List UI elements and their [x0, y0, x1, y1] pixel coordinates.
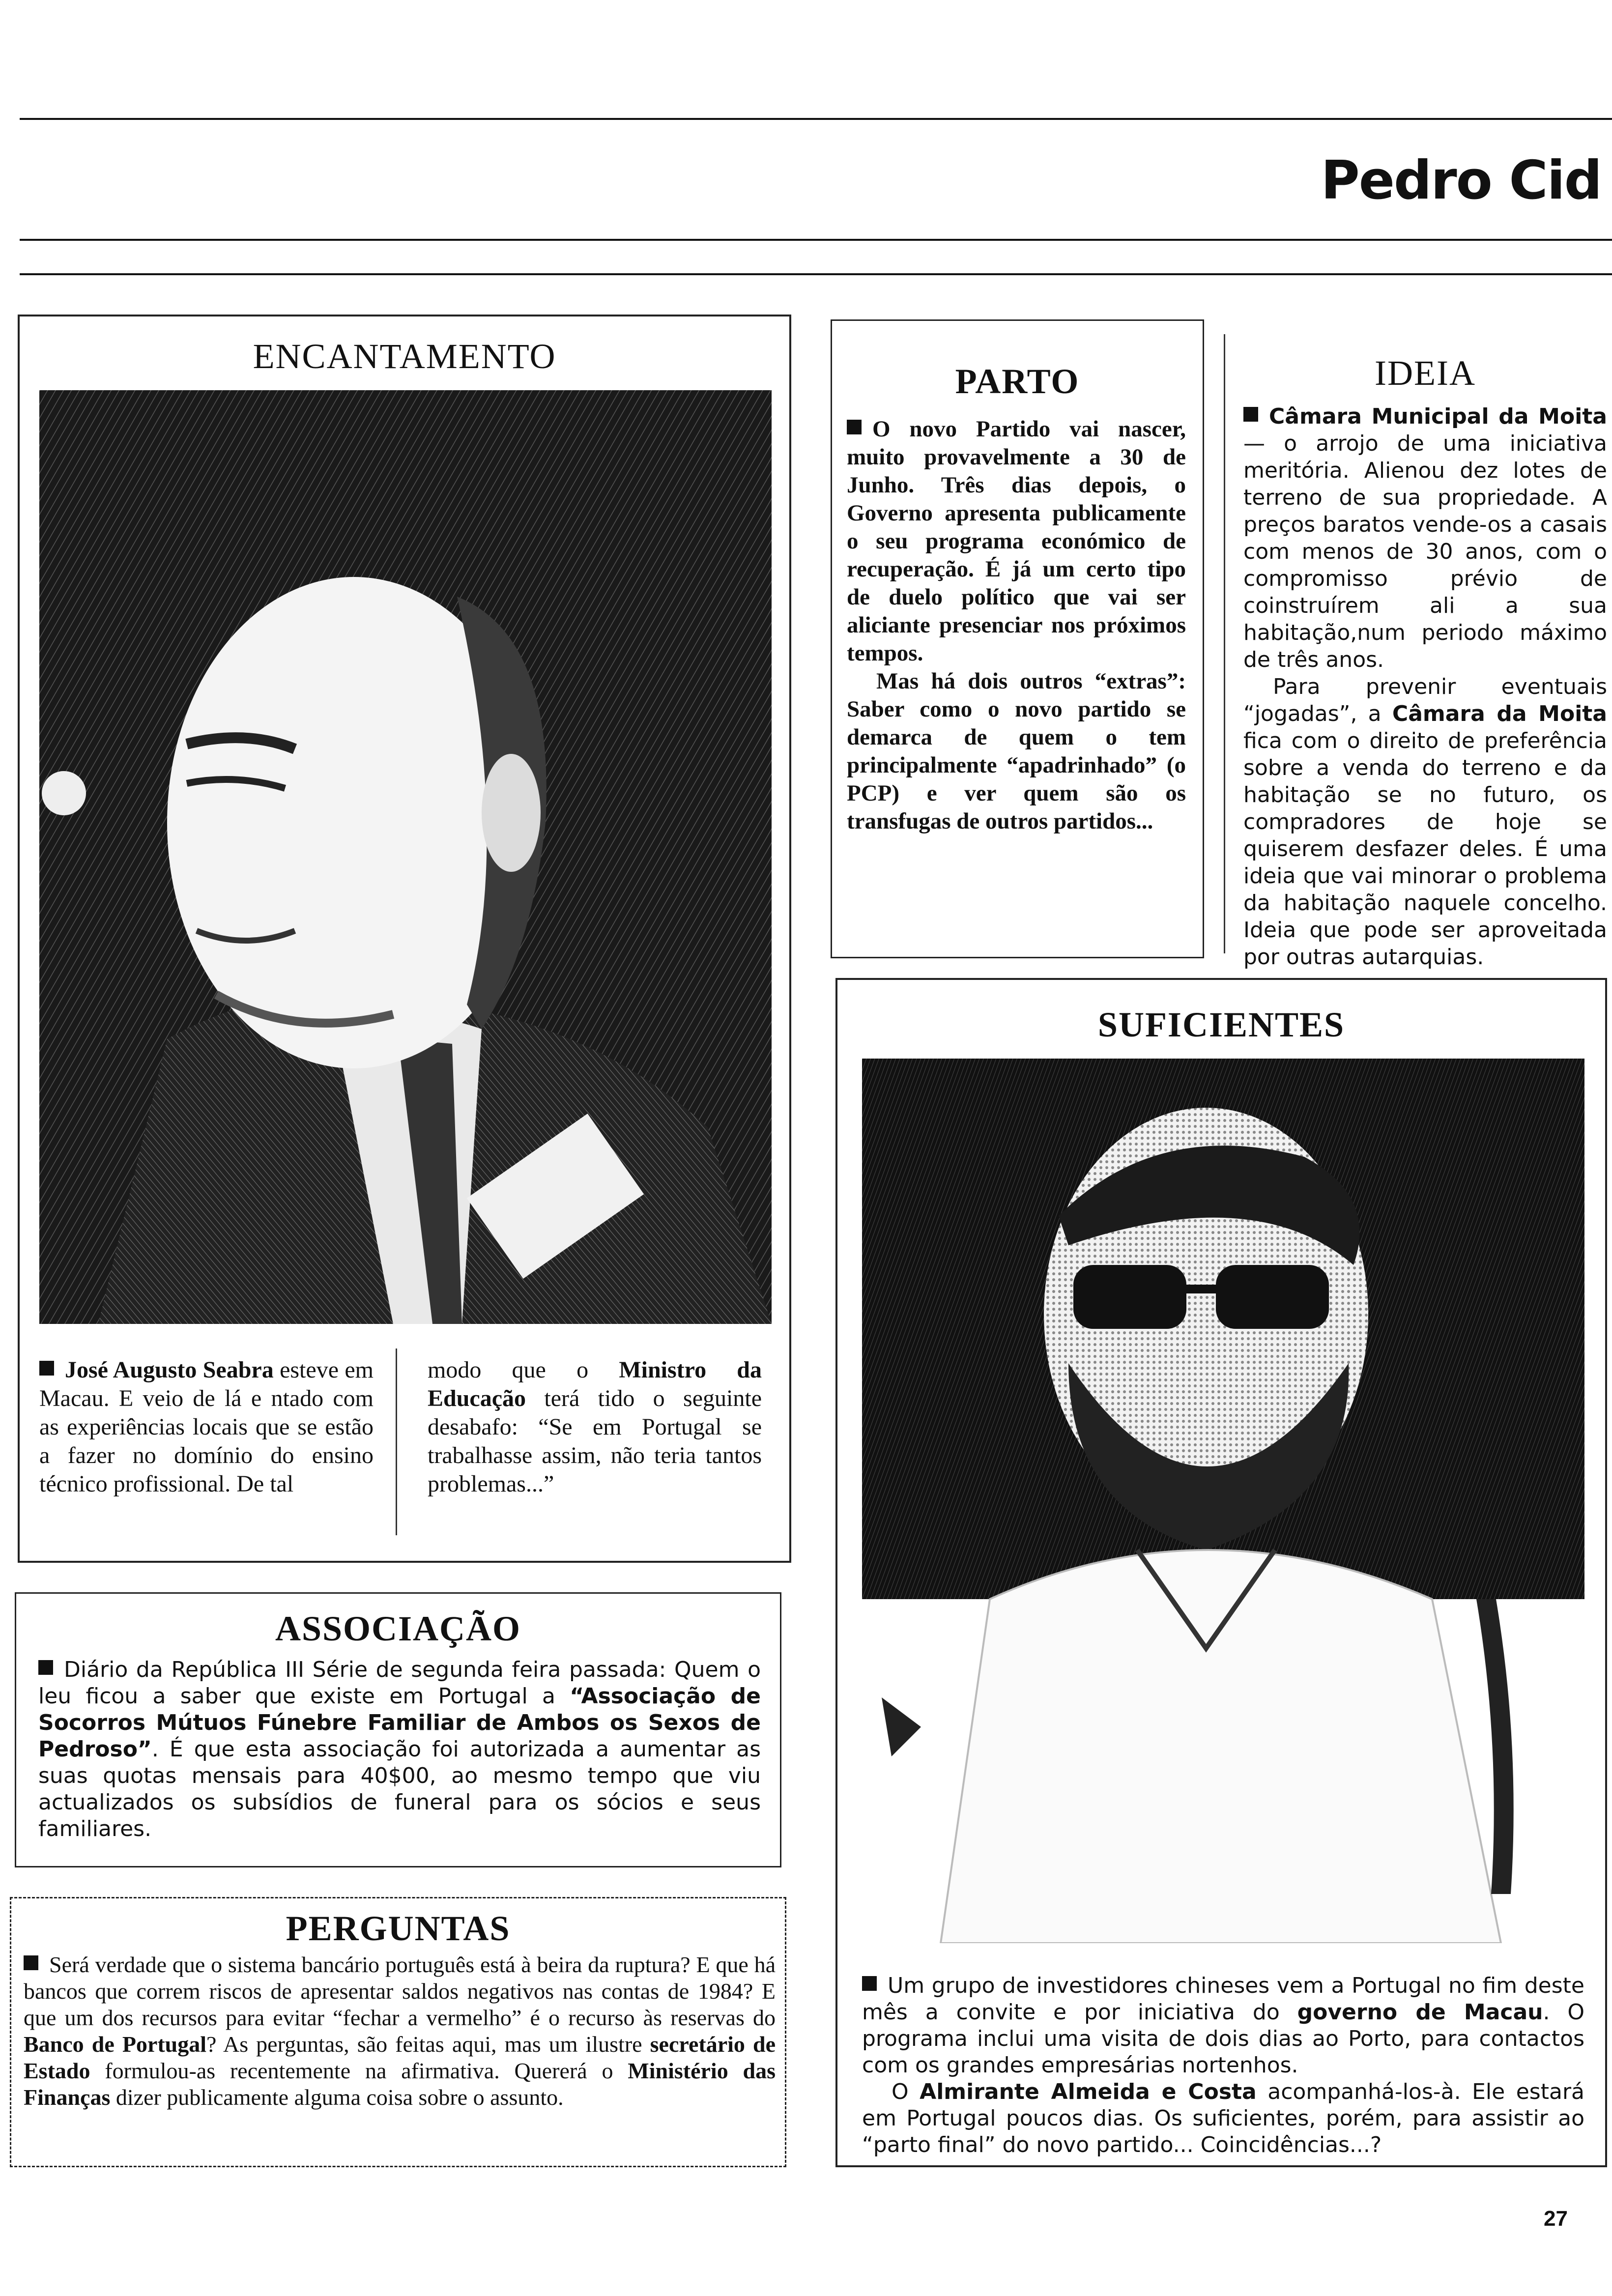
suficientes-p1-b: . O programa inclui uma visita de dois dias ao Porto, para contactos com os grandes empresárias nortenhos.: [862, 2000, 1584, 2078]
associacao-name: “Associação de Socorros Mútuos Fúnebre Familiar de Ambos os Sexos de Pedroso”: [38, 1684, 761, 1762]
portrait-photo-investor: [862, 1059, 1584, 1943]
ideia-org2: Câmara da Moita: [1392, 701, 1607, 726]
parto-title: PARTO: [955, 362, 1080, 401]
bullet-icon: [39, 1361, 54, 1376]
ideia-section: [1243, 339, 1607, 968]
suficientes-p1-a: Um grupo de investidores chineses vem a Portugal no fim deste mês a convite e por iniciativa do: [862, 1973, 1584, 2025]
encantamento-text-b1: modo que o: [428, 1357, 619, 1383]
parto-p1: O novo Partido vai nascer, muito provavelmente a 30 de Junho. Três dias depois, o Governo apresenta publicamente o seu programa económico de recuperação. É já um certo tipo de duelo político que vai ser aliciante presenciar nos próximos tempos.: [847, 416, 1186, 666]
ideia-p2-a: Para prevenir eventuais “jogadas”, a: [1243, 674, 1607, 726]
parto-p2-a: Mas há dois outros “extras”: Saber como o novo partido se demarca de quem o tem principalmente “apadrinhado” (o: [847, 668, 1186, 778]
ideia-p2-b: fica com o direito de preferência sobre a venda do terreno e da habitação se no futuro, os compradores de hoje se quiserem desfazer deles. É uma ideia que vai minorar o problema da habitação naquele concelho. Ideia que pode ser aproveitada por outras autarquias.: [1243, 728, 1607, 970]
perguntas-secretary: secretário de Estado: [24, 2032, 776, 2083]
perguntas-p1-c: formulou-as recentemente na afirmativa. Quererá o: [90, 2058, 628, 2083]
perguntas-box: [10, 1897, 786, 2167]
header-rule-mid: [20, 239, 1612, 241]
author-name: Pedro Cid: [1321, 150, 1601, 211]
encantamento-ministry: Ministro da Educação: [428, 1357, 762, 1411]
suficientes-p2-b: acompanhá-los-à. Ele estará em Portugal poucos dias. Os suficientes, porém, para assistir ao “parto final” do novo partido... Coincidências...?: [862, 2079, 1585, 2157]
header-rule-top: [20, 118, 1612, 120]
ideia-p1: — o arrojo de uma iniciativa meritória. Alienou dez lotes de terreno de sua propriedade. A preços baratos vende-os a casais com menos de 30 anos, com o compromisso prévio de coinstruírem ali a sua habitação,num periodo máximo de três anos.: [1243, 431, 1607, 672]
parto-p2-b: ) e ver quem são os transfugas de outros partidos...: [847, 780, 1186, 834]
suficientes-gov: governo de Macau: [1297, 2000, 1543, 2025]
perguntas-p1-b: ? As perguntas, são feitas aqui, mas um ilustre: [206, 2032, 650, 2057]
associacao-box: [15, 1592, 781, 1867]
parto-pcp: PCP: [847, 780, 892, 806]
perguntas-p1-a: Será verdade que o sistema bancário português está à beira da ruptura? E que há bancos que correm riscos de apresentar saldos negativos nas contas de 1984? E que um dos recursos para evitar “fechar a vermelho” é o recurso às reservas do: [24, 1952, 776, 2030]
encantamento-box: [18, 315, 791, 1563]
bullet-icon: [24, 1955, 38, 1970]
portrait-illustration: [39, 390, 772, 1324]
encantamento-text-a: esteve em Macau. E veio de lá e ntado com as experiências locais que se estão a fazer no domínio do ensino técnico profissional. De tal: [39, 1357, 374, 1497]
header-rule-bottom: [20, 273, 1612, 275]
portrait-photo-seabra: [39, 390, 772, 1324]
suficientes-box: [835, 978, 1607, 2167]
encantamento-text-b2: terá tido o seguinte desabafo: “Se em Portugal se trabalhasse assim, não teria tantos problemas...”: [428, 1385, 762, 1497]
parto-box: [831, 319, 1204, 958]
suficientes-text: [862, 1973, 1584, 2158]
associacao-p1-b: . É que esta associação foi autorizada a aumentar as suas quotas mensais para 40$00, ao mesmo tempo que viu actualizados os subsídios de funeral para os sócios e seus familiares.: [38, 1737, 761, 1841]
associacao-text: [38, 1657, 761, 1842]
bullet-icon: [862, 1976, 877, 1991]
parto-text: [847, 415, 1186, 835]
investor-illustration: [862, 1059, 1584, 1943]
ideia-org: Câmara Municipal da Moita: [1269, 404, 1607, 429]
encantamento-text-col2: [428, 1356, 762, 1498]
encantamento-title: ENCANTAMENTO: [253, 337, 556, 376]
encantamento-column-divider: [396, 1349, 397, 1535]
encantamento-text-col1: [39, 1356, 374, 1498]
encantamento-name: José Augusto Seabra: [65, 1357, 274, 1383]
bullet-icon: [1243, 407, 1258, 422]
perguntas-p1-d: dizer publicamente alguma coisa sobre o assunto.: [110, 2085, 564, 2110]
associacao-p1-a: Diário da República III Série de segunda feira passada: Quem o leu ficou a saber que existe em Portugal a: [38, 1657, 761, 1709]
perguntas-text: [24, 1952, 776, 2111]
perguntas-ministry: Ministério das Finanças: [24, 2058, 776, 2110]
page-number: 27: [1544, 2207, 1568, 2231]
bullet-icon: [847, 420, 862, 434]
associacao-title: ASSOCIAÇÃO: [275, 1609, 521, 1648]
ideia-title: IDEIA: [1375, 353, 1476, 393]
perguntas-bank: Banco de Portugal: [24, 2032, 207, 2057]
suficientes-admiral: Almirante Almeida e Costa: [920, 2079, 1257, 2104]
bullet-icon: [38, 1660, 53, 1675]
suficientes-title: SUFICIENTES: [1097, 1005, 1345, 1044]
perguntas-title: PERGUNTAS: [286, 1909, 511, 1948]
ideia-left-divider: [1224, 334, 1225, 953]
ideia-text: [1243, 403, 1607, 971]
suficientes-p2-pre: O: [892, 2079, 920, 2104]
